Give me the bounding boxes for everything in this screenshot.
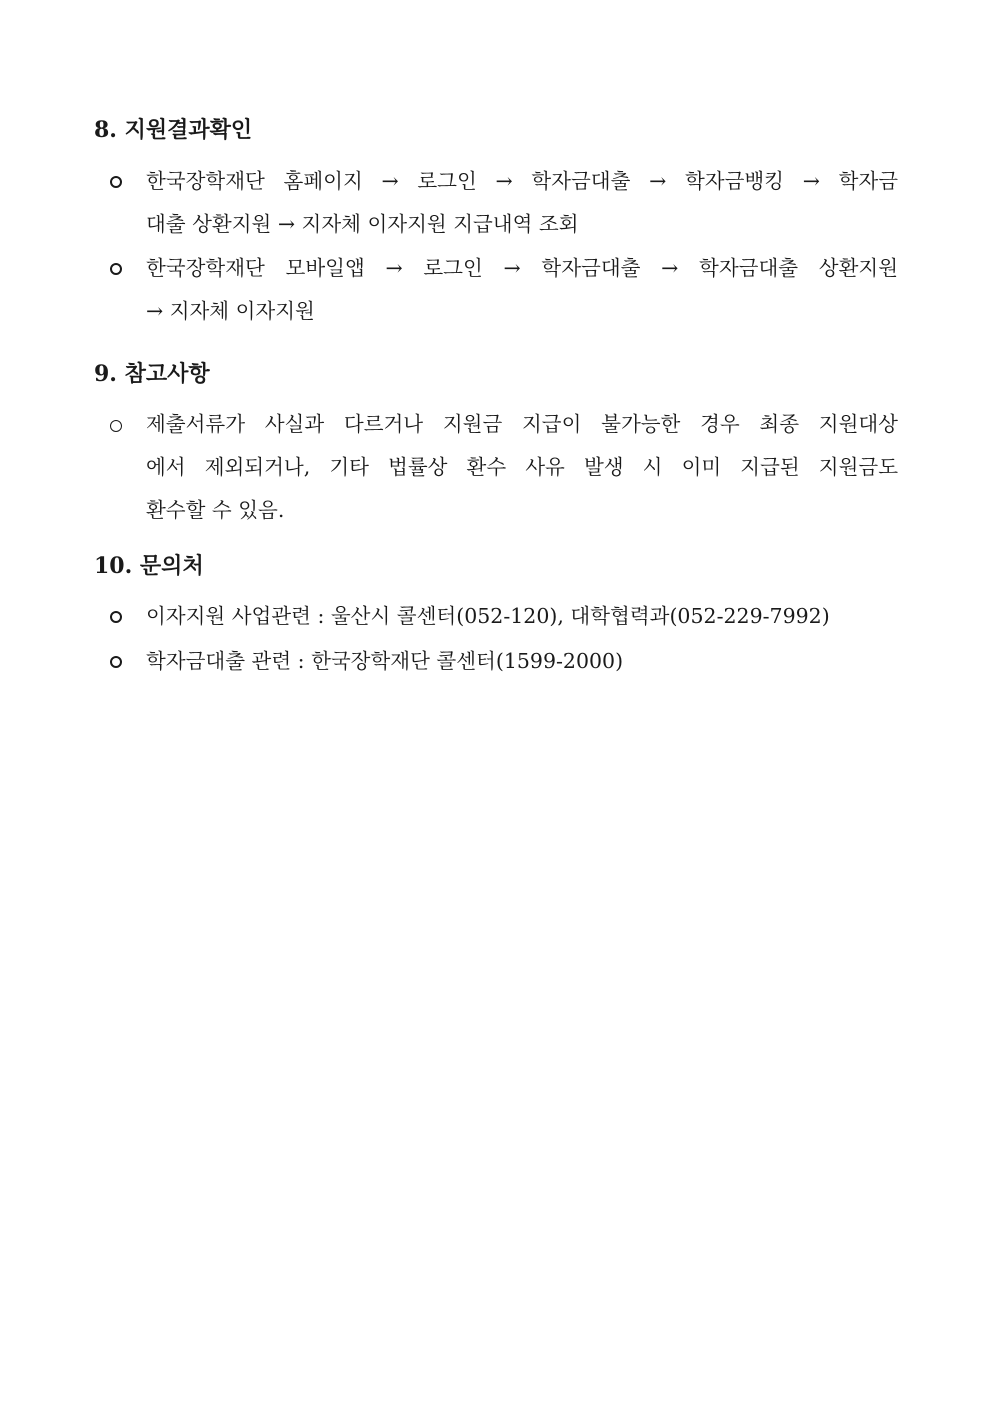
bullet-circle-icon — [110, 263, 122, 275]
text-line: 대출 상환지원 → 지자체 이자지원 지급내역 조회 — [146, 212, 579, 236]
text-line: 환수할 수 있음. — [146, 498, 285, 522]
list-item-text: 학자금대출 관련 : 한국장학재단 콜센터(1599-2000) — [146, 649, 624, 673]
text-line: 한국장학재단 모바일앱 → 로그인 → 학자금대출 → 학자금대출 상환지원 — [146, 256, 898, 280]
text-line: 제출서류가 사실과 다르거나 지원금 지급이 불가능한 경우 최종 지원대상 — [146, 412, 898, 436]
text-line: → 지자체 이자지원 — [146, 299, 315, 323]
list-item-text — [146, 160, 898, 246]
text-line: 에서 제외되거나, 기타 법률상 환수 사유 발생 시 이미 지급된 지원금도 — [146, 455, 898, 479]
list-item-text — [146, 403, 898, 532]
section-title-9: 9. 참고사항 — [94, 361, 210, 387]
list-item-text: 이자지원 사업관련 : 울산시 콜센터(052-120), 대학협력과(052-229-7992) — [146, 604, 830, 628]
section-title-8: 8. 지원결과확인 — [94, 117, 253, 143]
bullet-circle-icon — [110, 656, 122, 668]
bullet-circle-icon — [110, 420, 122, 432]
text-line: 한국장학재단 홈페이지 → 로그인 → 학자금대출 → 학자금뱅킹 → 학자금 — [146, 169, 898, 193]
list-item-text — [146, 247, 898, 333]
bullet-circle-icon — [110, 176, 122, 188]
bullet-circle-icon — [110, 611, 122, 623]
section-title-10: 10. 문의처 — [94, 553, 204, 579]
